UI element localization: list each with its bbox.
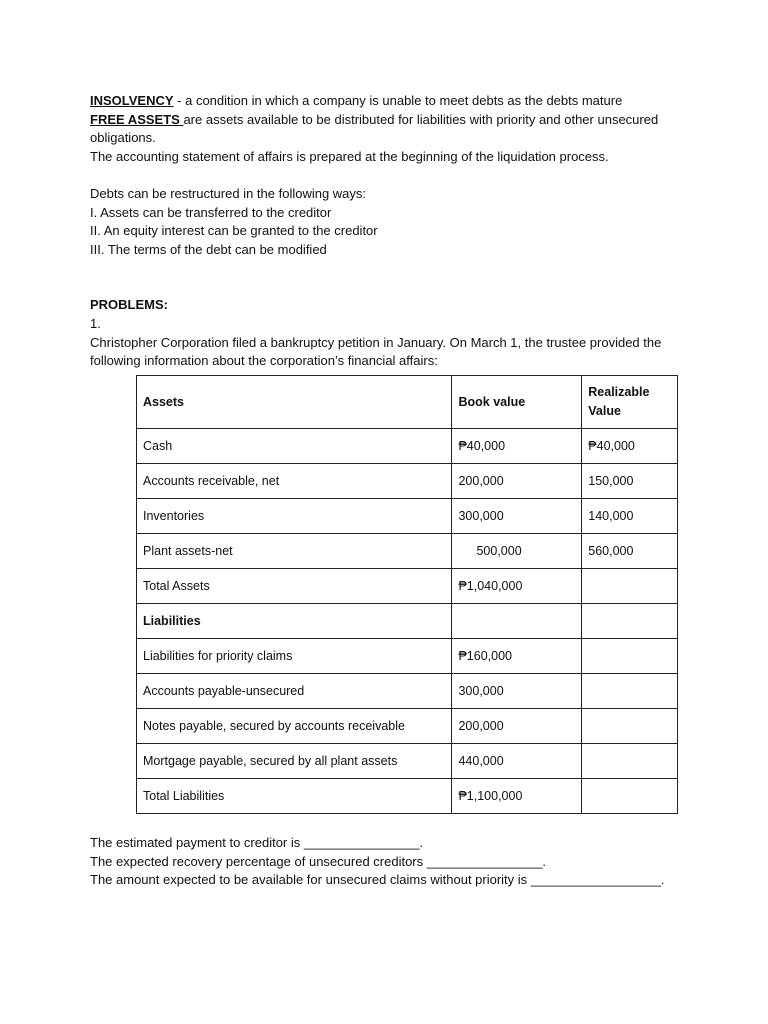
row-realizable-value [582,604,678,639]
table-row [137,779,678,814]
row-book-value: 500,000 [452,534,582,569]
header-assets: Assets [137,376,452,429]
row-book-value: 300,000 [452,674,582,709]
row-book-value: ₱1,100,000 [452,779,582,814]
row-realizable-value: ₱40,000 [582,429,678,464]
table-row [137,569,678,604]
row-realizable-value: 560,000 [582,534,678,569]
row-label: Liabilities for priority claims [137,639,452,674]
row-realizable-value: 150,000 [582,464,678,499]
row-label: Mortgage payable, secured by all plant assets [137,744,452,779]
statement-of-affairs-line: The accounting statement of affairs is prepared at the beginning of the liquidation process. [90,148,609,164]
table-row [137,639,678,674]
row-label: Total Liabilities [137,779,452,814]
question-estimated-payment: The estimated payment to creditor is ________________. [90,835,424,850]
row-label: Accounts payable-unsecured [137,674,452,709]
row-label: Plant assets-net [137,534,452,569]
table-row [137,604,678,639]
row-label: Accounts receivable, net [137,464,452,499]
insolvency-text: - a condition in which a company is unable to meet debts as the debts mature [173,93,623,108]
header-realizable-line1: Realizable [588,385,650,399]
question-recovery-percentage: The expected recovery percentage of unsecured creditors ________________. [90,853,547,869]
row-label: Inventories [137,499,452,534]
table-row [137,499,678,534]
row-realizable-value [582,569,678,604]
table-row [137,464,678,499]
row-realizable-value: 140,000 [582,499,678,534]
row-realizable-value [582,709,678,744]
free-assets-term: FREE ASSETS [90,111,184,127]
free-assets-definition [90,111,690,130]
row-book-value: 200,000 [452,709,582,744]
problem-text: following information about the corporation’s financial affairs: [90,353,438,369]
row-label: Total Assets [137,569,452,604]
table-row [137,709,678,744]
header-realizable-line2: Value [588,404,621,418]
row-book-value: 200,000 [452,464,582,499]
row-book-value: ₱40,000 [452,429,582,464]
problem-text: Christopher Corporation filed a bankruptcy petition in January. On March 1, the trustee provided the [90,334,662,350]
row-realizable-value [582,674,678,709]
insolvency-definition [90,92,690,111]
free-assets-text: are assets available to be distributed for liabilities with priority and other unsecured [183,111,659,127]
problems-heading: PROBLEMS: [90,297,168,313]
row-realizable-value [582,779,678,814]
problem-number: 1. [90,315,101,331]
row-realizable-value [582,639,678,674]
header-book-value: Book value [452,376,582,429]
row-book-value: 440,000 [452,744,582,779]
table-row [137,674,678,709]
row-label: Notes payable, secured by accounts receivable [137,709,452,744]
restructure-item: III. The terms of the debt can be modified [90,241,327,257]
insolvency-term: INSOLVENCY [90,93,174,108]
document-body [90,92,690,371]
row-book-value: 300,000 [452,499,582,534]
table-row [137,429,678,464]
row-book-value [452,604,582,639]
free-assets-continuation: obligations. [90,130,156,146]
row-book-value: ₱160,000 [452,639,582,674]
financial-affairs-table [136,375,678,814]
restructure-heading: Debts can be restructured in the following ways: [90,185,367,201]
table-row [137,534,678,569]
question-unsecured-amount: The amount expected to be available for unsecured claims without priority is __________________. [90,872,665,888]
restructure-item: II. An equity interest can be granted to the creditor [90,223,378,239]
header-realizable-value [582,376,678,429]
restructure-item: I. Assets can be transferred to the creditor [90,204,332,220]
table-row [137,744,678,779]
row-book-value: ₱1,040,000 [452,569,582,604]
table-header-row [137,376,678,429]
row-label: Liabilities [137,604,452,639]
row-label: Cash [137,429,452,464]
row-realizable-value [582,744,678,779]
questions-block [90,834,665,890]
